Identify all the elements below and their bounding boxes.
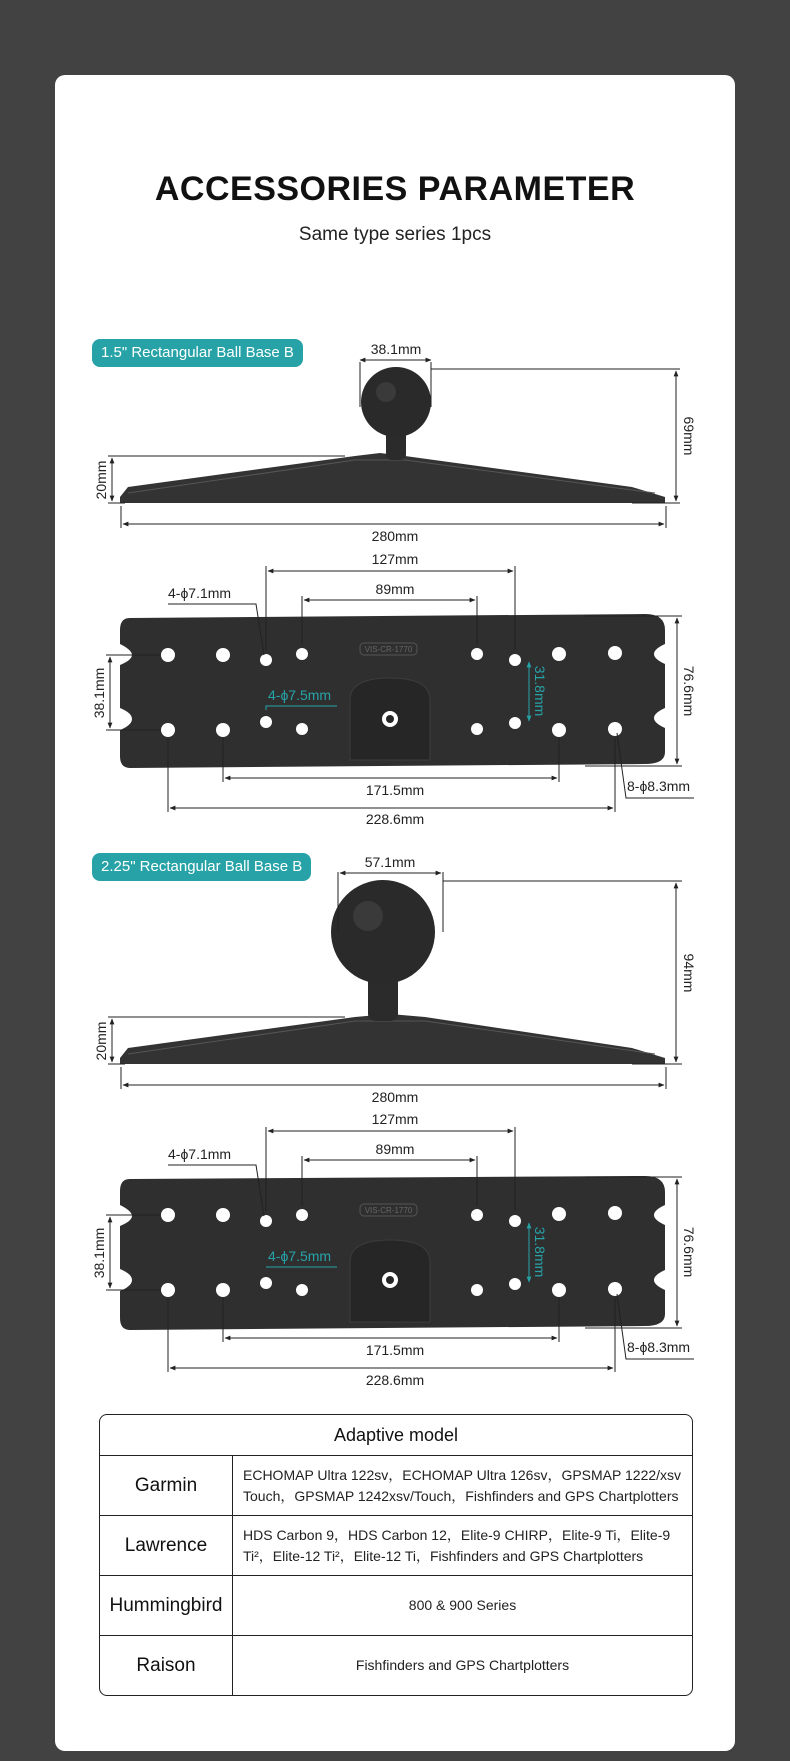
top-view-large bbox=[120, 1176, 665, 1330]
dim-edge-small: 8-ϕ8.3mm bbox=[627, 778, 691, 794]
compat-table-title: Adaptive model bbox=[100, 1415, 692, 1456]
dim-inner-small: 89mm bbox=[375, 581, 415, 597]
plate-marking-2: VIS-CR-1770 bbox=[364, 1206, 413, 1215]
dim-vert-large: 31.8mm bbox=[532, 1226, 548, 1278]
table-row bbox=[100, 1516, 692, 1576]
dim-width-large: 76.6mm bbox=[681, 1226, 697, 1278]
dim-full-large: 228.6mm bbox=[365, 1372, 425, 1388]
dim-length-small: 280mm bbox=[371, 528, 419, 544]
table-row bbox=[100, 1636, 692, 1695]
side-view-small bbox=[120, 367, 665, 503]
dim-mid-large: 171.5mm bbox=[365, 1342, 425, 1358]
brand-cell: Raison bbox=[100, 1636, 233, 1695]
dim-inner-large: 89mm bbox=[375, 1141, 415, 1157]
dim-teal-holes-large: 4-ϕ7.5mm bbox=[268, 1248, 332, 1264]
brand-cell: Lawrence bbox=[100, 1516, 233, 1575]
brand-cell: Hummingbird bbox=[100, 1576, 233, 1635]
dim-width-small: 76.6mm bbox=[681, 665, 697, 717]
dim-height-small: 69mm bbox=[681, 416, 697, 456]
dim-side-large: 38.1mm bbox=[91, 1227, 107, 1279]
product-badge-large: 2.25" Rectangular Ball Base B bbox=[92, 853, 311, 881]
dim-teal-holes-small: 4-ϕ7.5mm bbox=[268, 687, 332, 703]
product-badge-small: 1.5" Rectangular Ball Base B bbox=[92, 339, 303, 367]
models-cell: Fishfinders and GPS Chartplotters bbox=[355, 1657, 570, 1673]
models-cell: 800 & 900 Series bbox=[408, 1597, 517, 1613]
plate-marking: VIS-CR-1770 bbox=[364, 645, 413, 654]
dim-holes-small: 4-ϕ7.1mm bbox=[168, 585, 232, 601]
dim-full-small: 228.6mm bbox=[365, 811, 425, 827]
top-view-small bbox=[120, 614, 665, 768]
dim-vert-small: 31.8mm bbox=[532, 665, 548, 717]
page-title: ACCESSORIES PARAMETER bbox=[154, 170, 636, 208]
dim-holes-large: 4-ϕ7.1mm bbox=[168, 1146, 232, 1162]
dim-ball-large: 57.1mm bbox=[364, 854, 416, 870]
compat-table bbox=[99, 1414, 693, 1696]
page-subtitle: Same type series 1pcs bbox=[298, 224, 492, 245]
table-row bbox=[100, 1576, 692, 1636]
dim-length-large: 280mm bbox=[371, 1089, 419, 1105]
side-view-large bbox=[120, 880, 665, 1064]
brand-cell: Garmin bbox=[100, 1456, 233, 1515]
dim-plate-small: 20mm bbox=[93, 460, 109, 500]
dim-outer-large: 127mm bbox=[371, 1111, 419, 1127]
dim-ball-small: 38.1mm bbox=[370, 341, 422, 357]
table-row bbox=[100, 1456, 692, 1516]
dim-edge-large: 8-ϕ8.3mm bbox=[627, 1339, 691, 1355]
models-cell: ECHOMAP Ultra 122sv，ECHOMAP Ultra 126sv，GPSMAP 1222/xsv Touch，GPSMAP 1242xsv/Touch，Fishfinders and GPS Chartplotters bbox=[243, 1466, 682, 1504]
dim-plate-large: 20mm bbox=[93, 1021, 109, 1061]
dim-mid-small: 171.5mm bbox=[365, 782, 425, 798]
dim-side-small: 38.1mm bbox=[91, 667, 107, 719]
dim-outer-small: 127mm bbox=[371, 551, 419, 567]
models-cell: HDS Carbon 9，HDS Carbon 12，Elite-9 CHIRP，Elite-9 Ti，Elite-9 Ti²，Elite-12 Ti²，Elite-12 Ti，Fishfinders and GPS Chartplotters bbox=[243, 1526, 671, 1564]
dim-height-large: 94mm bbox=[681, 953, 697, 993]
